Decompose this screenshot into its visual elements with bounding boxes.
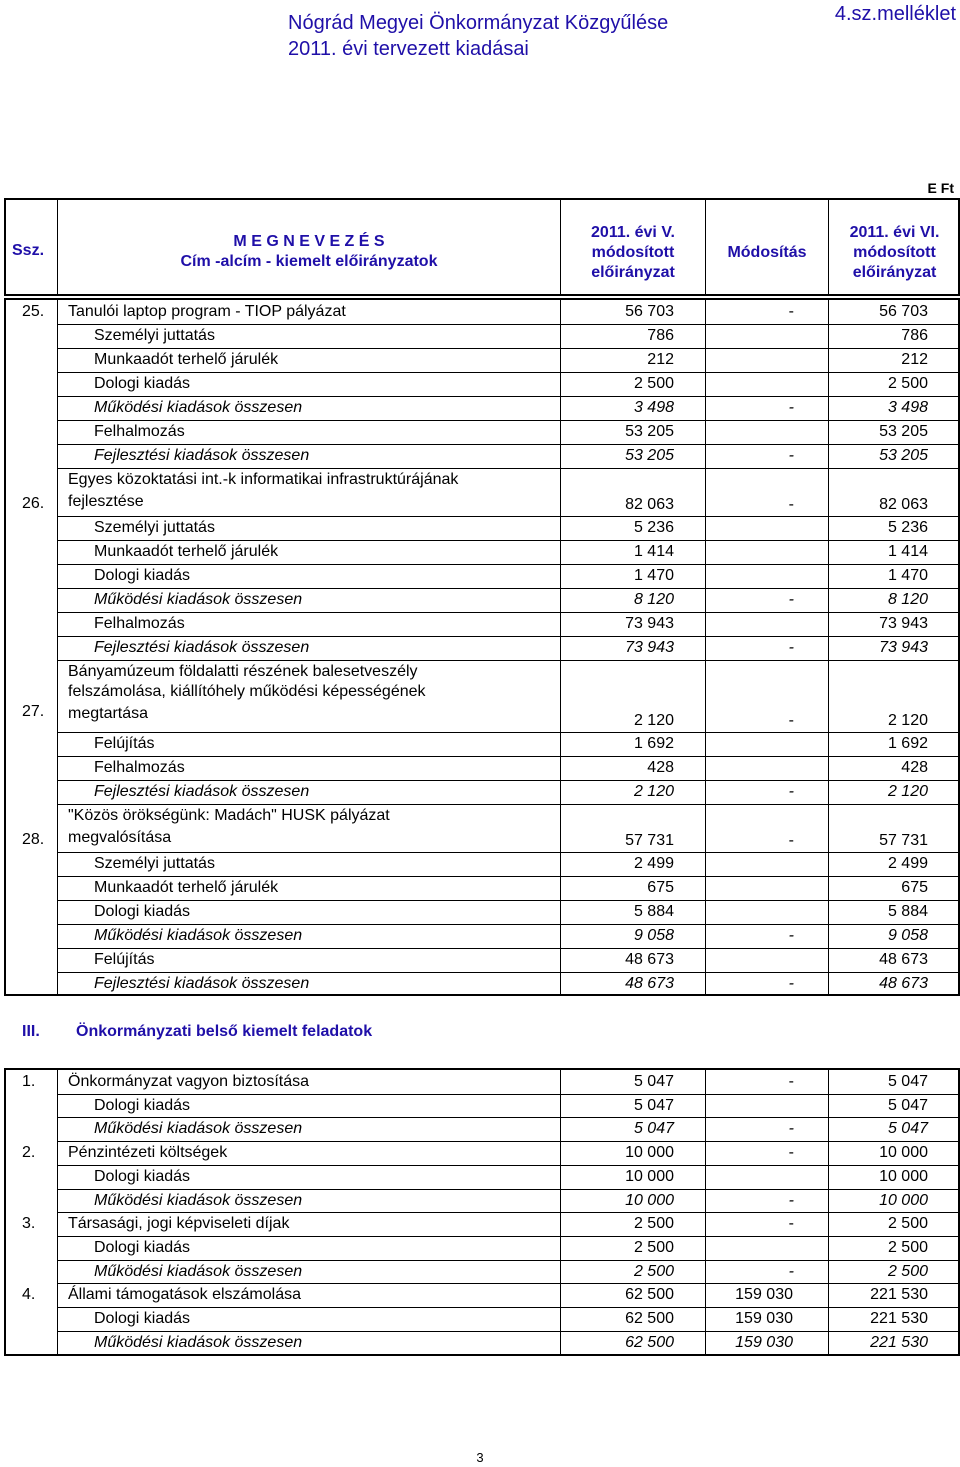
row-number: 28.	[22, 831, 45, 848]
value-vi: 8 120	[887, 591, 928, 608]
col-v-line3: előirányzat	[591, 264, 675, 281]
value-v: 2 499	[633, 855, 674, 872]
column-header-box	[4, 198, 960, 296]
value-v: 5 047	[633, 1073, 674, 1090]
value-vi: 73 943	[879, 615, 928, 632]
value-vi: 1 470	[887, 567, 928, 584]
row-label: Munkaadót terhelő járulék	[94, 879, 279, 896]
row-label: Fejlesztési kiadások összesen	[94, 447, 310, 464]
row-number: 26.	[22, 495, 45, 512]
value-modification: 159 030	[735, 1310, 793, 1327]
row-label: Személyi juttatás	[94, 519, 215, 536]
row-label: Működési kiadások összesen	[94, 927, 303, 944]
value-v: 10 000	[625, 1167, 674, 1185]
budget-table-main	[4, 298, 960, 996]
row-label: Felújítás	[94, 951, 155, 968]
value-vi: 5 047	[887, 1096, 928, 1114]
row-number: 3.	[22, 1215, 36, 1233]
value-vi: 82 063	[879, 496, 928, 513]
value-v: 2 500	[633, 375, 674, 392]
value-v: 2 500	[633, 1262, 674, 1280]
document-title: Nógrád Megyei Önkormányzat Közgyűlése	[288, 12, 669, 34]
value-vi: 786	[901, 327, 928, 344]
value-vi: 3 498	[887, 399, 928, 416]
value-v: 53 205	[625, 423, 674, 440]
col-vi-line2: módosított	[853, 244, 936, 261]
value-vi: 1 414	[887, 543, 928, 560]
value-v: 56 703	[625, 303, 674, 320]
row-label: Állami támogatások elszámolása	[68, 1286, 301, 1304]
value-vi: 221 530	[870, 1310, 928, 1327]
col-name-line1: M E G N E V E Z É S	[233, 233, 385, 250]
value-vi: 2 120	[887, 783, 928, 800]
col-ssz: Ssz.	[12, 242, 45, 259]
value-v: 10 000	[625, 1191, 674, 1209]
value-v: 5 884	[633, 903, 674, 920]
value-v: 5 047	[633, 1096, 674, 1114]
value-v: 48 673	[625, 951, 674, 968]
row-label: Dologi kiadás	[94, 1096, 191, 1114]
value-modification: -	[788, 303, 794, 320]
value-modification: -	[788, 783, 794, 800]
col-vi-line1: 2011. évi VI.	[849, 224, 940, 241]
row-number: 4.	[22, 1286, 36, 1304]
row-label: Működési kiadások összesen	[94, 399, 303, 416]
value-vi: 73 943	[879, 639, 928, 656]
value-v: 212	[647, 351, 674, 368]
value-vi: 5 884	[887, 903, 928, 920]
row-label: Felújítás	[94, 735, 155, 752]
row-label: Felhalmozás	[94, 423, 185, 440]
value-v: 675	[647, 879, 674, 896]
row-label: Munkaadót terhelő járulék	[94, 543, 279, 560]
value-vi: 221 530	[870, 1286, 928, 1304]
row-label: Működési kiadások összesen	[94, 1120, 303, 1138]
row-label: Működési kiadások összesen	[94, 1262, 303, 1280]
col-vi-line3: előirányzat	[852, 264, 937, 281]
row-label: Önkormányzat vagyon biztosítása	[68, 1073, 310, 1090]
value-v: 2 500	[633, 1238, 674, 1256]
value-vi: 2 500	[887, 1238, 928, 1256]
row-number: 25.	[22, 303, 45, 320]
value-modification: -	[788, 1215, 794, 1233]
row-label: "Közös örökségünk: Madách" HUSK pályázat	[68, 807, 390, 824]
section-number: III.	[22, 1023, 40, 1040]
value-v: 73 943	[625, 615, 674, 632]
row-label: Munkaadót terhelő járulék	[94, 351, 279, 368]
row-label: Egyes közoktatási int.-k informatikai infrastruktúrájának	[68, 471, 459, 488]
col-mod: Módosítás	[727, 244, 807, 261]
value-v: 57 731	[625, 832, 674, 849]
value-v: 10 000	[625, 1144, 674, 1162]
value-v: 53 205	[625, 447, 674, 464]
row-label: felszámolása, kiállítóhely működési képességének	[68, 683, 426, 700]
value-v: 1 692	[633, 735, 674, 752]
value-vi: 2 500	[887, 375, 928, 392]
row-label: megvalósítása	[68, 829, 172, 846]
value-v: 82 063	[625, 496, 674, 513]
value-modification: -	[788, 496, 794, 513]
value-modification: -	[788, 1144, 794, 1162]
value-vi: 48 673	[879, 951, 928, 968]
value-vi: 1 692	[887, 735, 928, 752]
row-label: Dologi kiadás	[94, 1167, 191, 1185]
value-vi: 53 205	[879, 423, 928, 440]
value-v: 3 498	[633, 399, 674, 416]
value-v: 5 047	[633, 1120, 674, 1138]
annex-label: 4.sz.melléklet	[834, 3, 956, 25]
row-number: 27.	[22, 703, 45, 720]
value-vi: 10 000	[879, 1167, 928, 1185]
row-label: Társasági, jogi képviseleti díjak	[68, 1215, 290, 1233]
section-title: Önkormányzati belső kiemelt feladatok	[76, 1023, 373, 1040]
value-vi: 2 120	[887, 712, 928, 729]
value-modification: -	[788, 975, 794, 992]
row-label: Személyi juttatás	[94, 327, 215, 344]
value-v: 1 414	[633, 543, 674, 560]
row-label: Működési kiadások összesen	[94, 1333, 303, 1351]
value-vi: 5 047	[887, 1120, 928, 1138]
value-modification: -	[788, 1262, 794, 1280]
value-modification: -	[788, 832, 794, 849]
col-v-line1: 2011. évi V.	[591, 224, 675, 241]
unit-label: E Ft	[927, 180, 954, 196]
value-v: 62 500	[625, 1310, 674, 1327]
value-vi: 10 000	[879, 1191, 928, 1209]
value-vi: 10 000	[879, 1144, 928, 1162]
row-label: megtartása	[68, 705, 149, 722]
row-label: Dologi kiadás	[94, 567, 191, 584]
value-vi: 57 731	[879, 832, 928, 849]
value-vi: 675	[901, 879, 928, 896]
value-v: 2 120	[633, 712, 674, 729]
row-label: Dologi kiadás	[94, 1238, 191, 1256]
col-v-line2: módosított	[591, 244, 675, 261]
value-modification: -	[788, 639, 794, 656]
page-number: 3	[476, 1450, 484, 1465]
value-vi: 2 499	[887, 855, 928, 872]
value-v: 73 943	[625, 639, 674, 656]
value-vi: 2 500	[887, 1262, 928, 1280]
row-label: Fejlesztési kiadások összesen	[94, 975, 310, 992]
row-label: Bányamúzeum földalatti részének balesetveszély	[68, 663, 418, 680]
value-vi: 221 530	[870, 1333, 928, 1351]
row-label: Felhalmozás	[94, 759, 185, 776]
value-v: 5 236	[633, 519, 674, 536]
row-number: 2.	[22, 1144, 36, 1162]
value-v: 2 120	[633, 783, 674, 800]
value-vi: 53 205	[879, 447, 928, 464]
value-vi: 48 673	[879, 975, 928, 992]
row-label: Fejlesztési kiadások összesen	[94, 783, 310, 800]
value-v: 62 500	[625, 1286, 674, 1304]
value-vi: 9 058	[887, 927, 928, 944]
value-vi: 428	[901, 759, 928, 776]
value-v: 62 500	[625, 1333, 674, 1351]
document-subtitle: 2011. évi tervezett kiadásai	[288, 38, 529, 60]
col-name-line2: Cím -alcím - kiemelt előirányzatok	[180, 253, 438, 270]
value-modification: -	[788, 399, 794, 416]
value-modification: -	[788, 712, 794, 729]
value-modification: -	[788, 927, 794, 944]
value-vi: 5 236	[887, 519, 928, 536]
value-vi: 2 500	[887, 1215, 928, 1233]
value-modification: -	[788, 1120, 794, 1138]
row-label: Működési kiadások összesen	[94, 1191, 303, 1209]
row-label: Felhalmozás	[94, 615, 185, 632]
value-modification: 159 030	[735, 1286, 793, 1304]
value-modification: -	[788, 1191, 794, 1209]
value-v: 786	[647, 327, 674, 344]
row-label: Dologi kiadás	[94, 375, 191, 392]
value-modification: -	[788, 447, 794, 464]
row-label: Működési kiadások összesen	[94, 591, 303, 608]
value-v: 9 058	[633, 927, 674, 944]
value-modification: -	[788, 591, 794, 608]
row-label: Személyi juttatás	[94, 855, 215, 872]
row-label: Dologi kiadás	[94, 1310, 191, 1327]
value-modification: 159 030	[735, 1333, 793, 1351]
budget-table-section3	[4, 1068, 960, 1356]
value-v: 1 470	[633, 567, 674, 584]
value-v: 48 673	[625, 975, 674, 992]
value-modification: -	[788, 1073, 794, 1090]
value-vi: 56 703	[879, 303, 928, 320]
row-label: fejlesztése	[68, 493, 144, 510]
row-number: 1.	[22, 1073, 36, 1090]
row-label: Tanulói laptop program - TIOP pályázat	[68, 303, 346, 320]
value-v: 8 120	[633, 591, 674, 608]
row-label: Pénzintézeti költségek	[68, 1144, 228, 1162]
row-label: Fejlesztési kiadások összesen	[94, 639, 310, 656]
value-vi: 5 047	[887, 1073, 928, 1090]
value-v: 428	[647, 759, 674, 776]
value-v: 2 500	[633, 1215, 674, 1233]
row-label: Dologi kiadás	[94, 903, 191, 920]
value-vi: 212	[901, 351, 928, 368]
